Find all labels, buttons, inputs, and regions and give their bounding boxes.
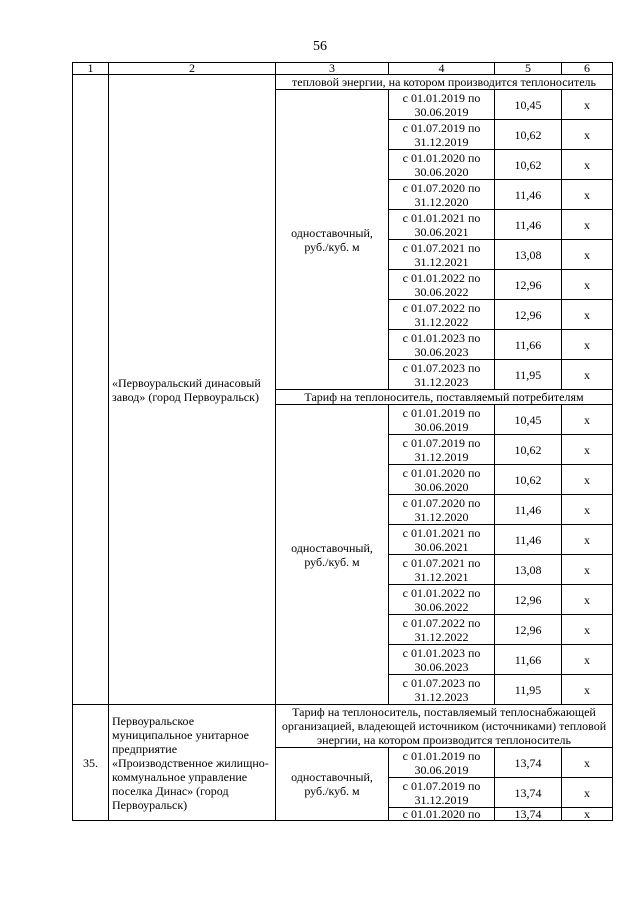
period-cell: с 01.07.2019 по 31.12.2019: [389, 120, 495, 150]
column-header: 3: [276, 63, 389, 75]
period-cell: с 01.07.2019 по 31.12.2019: [389, 778, 495, 808]
tariff-table: [72, 62, 613, 821]
period-cell: с 01.01.2023 по 30.06.2023: [389, 645, 495, 675]
tariff-value-cell: 12,96: [495, 585, 562, 615]
period-cell: с 01.01.2021 по 30.06.2021: [389, 525, 495, 555]
header-row: [73, 63, 613, 75]
tariff-value-cell: 13,08: [495, 555, 562, 585]
period-cell: с 01.01.2020 по 30.06.2020: [389, 465, 495, 495]
column-header: 4: [389, 63, 495, 75]
mark-cell: х: [562, 585, 613, 615]
column-header: 5: [495, 63, 562, 75]
mark-cell: х: [562, 555, 613, 585]
tariff-value-cell: 11,66: [495, 645, 562, 675]
mark-cell: х: [562, 465, 613, 495]
organization-name: «Первоуральский динасовый завод» (город Первоуральск): [109, 75, 276, 705]
tariff-value-cell: 11,95: [495, 360, 562, 390]
tariff-value-cell: 11,46: [495, 180, 562, 210]
period-cell: с 01.01.2019 по 30.06.2019: [389, 90, 495, 120]
period-cell: с 01.07.2020 по 31.12.2020: [389, 180, 495, 210]
tariff-value-cell: 10,62: [495, 150, 562, 180]
period-cell: с 01.01.2021 по 30.06.2021: [389, 210, 495, 240]
period-cell: с 01.07.2021 по 31.12.2021: [389, 240, 495, 270]
organization-name: Первоуральское муниципальное унитарное предприятие «Производственное жилищно-коммунальное управление поселка Динас» (город Первоуральск): [109, 705, 276, 821]
tariff-value-cell: 12,96: [495, 300, 562, 330]
mark-cell: х: [562, 615, 613, 645]
mark-cell: х: [562, 748, 613, 778]
mark-cell: х: [562, 240, 613, 270]
period-cell: с 01.07.2023 по 31.12.2023: [389, 675, 495, 705]
tariff-value-cell: 10,62: [495, 120, 562, 150]
period-cell: с 01.01.2022 по 30.06.2022: [389, 585, 495, 615]
block-title: Тариф на теплоноситель, поставляемый теплоснабжающей организацией, владеющей источником (источниками) тепловой энергии, на котором производится теплоноситель: [276, 705, 613, 748]
block-title-row: [73, 705, 613, 748]
tariff-value-cell: 11,46: [495, 210, 562, 240]
tariff-value-cell: 12,96: [495, 270, 562, 300]
mark-cell: х: [562, 120, 613, 150]
period-cell: с 01.07.2022 по 31.12.2022: [389, 615, 495, 645]
period-cell: с 01.07.2020 по 31.12.2020: [389, 495, 495, 525]
tariff-value-cell: 10,62: [495, 435, 562, 465]
period-cell: с 01.07.2023 по 31.12.2023: [389, 360, 495, 390]
period-cell: с 01.01.2019 по 30.06.2019: [389, 748, 495, 778]
tariff-unit: одноставочный, руб./куб. м: [276, 90, 389, 390]
mark-cell: х: [562, 330, 613, 360]
tariff-unit: одноставочный, руб./куб. м: [276, 748, 389, 821]
mark-cell: х: [562, 210, 613, 240]
tariff-value-cell: 11,46: [495, 525, 562, 555]
tariff-unit: одноставочный, руб./куб. м: [276, 405, 389, 705]
block-title: тепловой энергии, на котором производится теплоноситель: [276, 75, 613, 90]
mark-cell: х: [562, 405, 613, 435]
mark-cell: х: [562, 90, 613, 120]
mark-cell: х: [562, 150, 613, 180]
column-header: 2: [109, 63, 276, 75]
mark-cell: х: [562, 435, 613, 465]
tariff-value-cell: 10,45: [495, 405, 562, 435]
mark-cell: х: [562, 495, 613, 525]
tariff-value-cell: 11,95: [495, 675, 562, 705]
block-title: Тариф на теплоноситель, поставляемый потребителям: [276, 390, 613, 405]
column-header: 6: [562, 63, 613, 75]
period-cell: с 01.01.2019 по 30.06.2019: [389, 405, 495, 435]
mark-cell: х: [562, 808, 613, 821]
tariff-value-cell: 12,96: [495, 615, 562, 645]
page-number: 56: [313, 39, 327, 54]
mark-cell: х: [562, 360, 613, 390]
mark-cell: х: [562, 180, 613, 210]
tariff-value-cell: 13,08: [495, 240, 562, 270]
mark-cell: х: [562, 645, 613, 675]
period-cell: с 01.01.2023 по 30.06.2023: [389, 330, 495, 360]
tariff-value-cell: 10,45: [495, 90, 562, 120]
period-cell: с 01.07.2021 по 31.12.2021: [389, 555, 495, 585]
tariff-value-cell: 11,46: [495, 495, 562, 525]
tariff-value-cell: 13,74: [495, 808, 562, 821]
column-header: 1: [73, 63, 109, 75]
mark-cell: х: [562, 778, 613, 808]
period-cell: с 01.01.2020 по 30.06.2020: [389, 150, 495, 180]
mark-cell: х: [562, 270, 613, 300]
tariff-value-cell: 13,74: [495, 748, 562, 778]
row-number: [73, 75, 109, 705]
tariff-value-cell: 13,74: [495, 778, 562, 808]
mark-cell: х: [562, 525, 613, 555]
block-title-row: [73, 75, 613, 90]
row-number: 35.: [73, 705, 109, 821]
period-cell: с 01.01.2020 по: [389, 808, 495, 821]
period-cell: с 01.07.2019 по 31.12.2019: [389, 435, 495, 465]
mark-cell: х: [562, 675, 613, 705]
tariff-value-cell: 10,62: [495, 465, 562, 495]
mark-cell: х: [562, 300, 613, 330]
period-cell: с 01.07.2022 по 31.12.2022: [389, 300, 495, 330]
tariff-value-cell: 11,66: [495, 330, 562, 360]
period-cell: с 01.01.2022 по 30.06.2022: [389, 270, 495, 300]
